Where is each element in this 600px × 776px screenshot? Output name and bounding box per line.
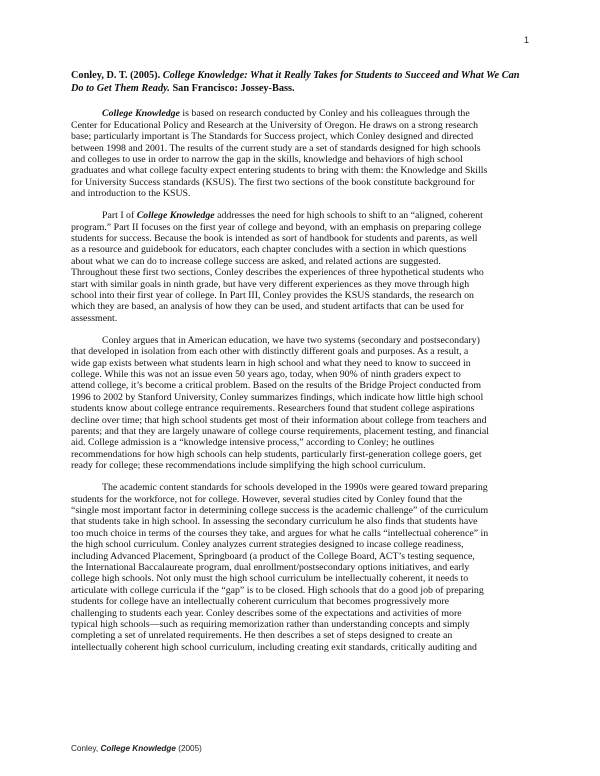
text-line xyxy=(71,585,531,596)
page-footer xyxy=(71,744,202,753)
text-run: The academic content standards for schools developed in the 1990s were geared toward preparing xyxy=(102,482,488,494)
text-line xyxy=(71,449,531,460)
text-run: base; particularly important is The Standards for Success project, which Conley designed and directed xyxy=(71,131,474,143)
text-line xyxy=(71,154,531,165)
text-run: Throughout these first two sections, Conley describes the experiences of three hypothetical students who xyxy=(71,267,484,279)
footer-title: College Knowledge xyxy=(100,744,176,753)
text-line xyxy=(71,460,531,471)
text-line xyxy=(71,131,531,142)
text-run: Conley argues that in American education, we have two systems (secondary and postsecondary) xyxy=(102,334,480,346)
text-run: students for college have an intellectually coherent curriculum that becomes progressively more xyxy=(71,596,450,608)
text-line xyxy=(71,244,531,255)
body-paragraph xyxy=(71,335,531,472)
text-run: the International Baccalaureate program, dual enrollment/postsecondary options initiatives, and early xyxy=(71,561,470,573)
text-line xyxy=(71,415,531,426)
text-line xyxy=(71,380,531,391)
text-run: addresses the need for high schools to shift to an “aligned, coherent xyxy=(214,210,483,222)
text-line xyxy=(71,233,531,244)
text-run: ready for college; these recommendations include simplifying the high school curriculum. xyxy=(71,460,426,472)
text-run: recommendations for how high schools can help students, particularly first-generation college goers, get xyxy=(71,448,482,460)
text-line xyxy=(71,290,531,301)
text-run: wide gap exists between what students learn in high school and what they need to know to succeed in xyxy=(71,357,471,369)
text-line xyxy=(71,505,531,516)
text-line xyxy=(71,551,531,562)
citation-heading xyxy=(71,69,531,95)
text-run: program.” Part II focuses on the first year of college and beyond, with an emphasis on preparing college xyxy=(71,221,482,233)
text-line xyxy=(71,608,531,619)
text-run: intellectually coherent high school curriculum, including creating exit standards, critically auditing and xyxy=(71,641,477,653)
citation-author: Conley, D. T. (2005). xyxy=(71,70,161,81)
page-number: 1 xyxy=(523,35,529,45)
text-line xyxy=(71,482,531,493)
text-run: attend college, it’s become a critical problem. Based on the results of the Bridge Project conducted from xyxy=(71,380,482,392)
text-line xyxy=(71,108,531,119)
text-line xyxy=(71,596,531,607)
text-line xyxy=(71,177,531,188)
text-line xyxy=(71,301,531,312)
text-run: about what we can do to increase college success are asked, and related actions are suggested. xyxy=(71,255,441,267)
text-run: that developed in isolation from each other with distinctly different goals and purposes. As a result, a xyxy=(71,346,469,358)
text-run: too much choice in terms of the courses they take, and argues for what he calls “intellectual coherence” in xyxy=(71,527,489,539)
text-run: Center for Educational Policy and Research at the University of Oregon. He draws on a strong research xyxy=(71,119,479,131)
text-run: graduates and what college faculty expect entering students to bring with them: the Knowledge and Skills xyxy=(71,165,488,177)
text-run: Part I of xyxy=(102,210,137,222)
text-line xyxy=(71,392,531,403)
text-run: articulate with college curricula if the “gap” is to be closed. High schools that do a good job of preparing xyxy=(71,584,484,596)
text-run: the high school curriculum. Conley analyzes current strategies designed to incase college readiness, xyxy=(71,539,464,551)
text-line xyxy=(71,426,531,437)
footer-year: (2005) xyxy=(175,744,202,753)
text-run: “single most important factor in determining college success is the academic challenge” of the curriculum xyxy=(71,504,489,516)
text-run: for University Success standards (KSUS). The first two sections of the book constitute background for xyxy=(71,176,475,188)
text-line xyxy=(71,516,531,527)
review-paragraphs xyxy=(71,108,531,653)
text-run: that students take in high school. In assessing the secondary curriculum he also finds that students have xyxy=(71,516,478,528)
text-run: 1996 to 2002 by Stanford University, Conley summarizes findings, which indicate how little high school xyxy=(71,391,484,403)
text-line xyxy=(71,210,531,221)
text-line xyxy=(71,165,531,176)
text-line xyxy=(71,188,531,199)
text-line xyxy=(71,630,531,641)
text-run: as a resource and guidebook for educators, each chapter concludes with a section in which questions xyxy=(71,244,467,256)
text-line xyxy=(71,358,531,369)
text-run: which they are based, an analysis of how they can be used, and student artifacts that can be used for xyxy=(71,301,464,313)
text-run: decline over time; that high school students get most of their information about college from teachers and xyxy=(71,414,487,426)
text-line xyxy=(71,642,531,653)
text-line xyxy=(71,256,531,267)
text-run: is based on research conducted by Conley and his colleagues through the xyxy=(179,108,470,120)
text-run: school into their first year of college. In Part III, Conley provides the KSUS standards, the research on xyxy=(71,290,474,301)
text-run: students for the workforce, not for college. However, several studies cited by Conley found that the xyxy=(71,493,463,505)
text-line xyxy=(71,573,531,584)
document-body xyxy=(71,69,531,664)
text-run: and colleges to use in order to narrow the gap in the skills, knowledge and behaviors of high school xyxy=(71,154,463,166)
text-line xyxy=(71,313,531,324)
text-line xyxy=(71,120,531,131)
text-line xyxy=(71,528,531,539)
text-run: and introduction to the KSUS. xyxy=(71,188,191,200)
text-run: aid. College admission is a “knowledge intensive process,” according to Conley; he outlines xyxy=(71,437,435,449)
book-title-emphasis: College Knowledge xyxy=(102,108,180,120)
text-line xyxy=(71,539,531,550)
text-run: between 1998 and 2001. The results of the current study are a set of standards designed for high schools xyxy=(71,142,481,154)
text-run: start with similar goals in ninth grade, but have very different experiences as they move through high xyxy=(71,278,470,290)
text-run: completing a set of unrelated requirements. He then describes a set of steps designed to create an xyxy=(71,630,453,642)
text-line xyxy=(71,222,531,233)
text-run: college. While this was not an issue even 50 years ago, today, when 90% of ninth graders expect to xyxy=(71,368,461,380)
text-line xyxy=(71,494,531,505)
text-line xyxy=(71,335,531,346)
text-line xyxy=(71,346,531,357)
text-line xyxy=(71,619,531,630)
text-run: students know about college entrance requirements. Researchers found that student college aspirations xyxy=(71,403,475,415)
text-run: college high schools. Not only must the high school curriculum be intellectually coherent, it needs to xyxy=(71,573,469,585)
citation-title: College Knowledge: What it Really Takes for Students to Succeed and What We Can Do to Get Them Ready. xyxy=(71,70,520,95)
book-title-emphasis: College Knowledge xyxy=(136,210,215,222)
text-line xyxy=(71,279,531,290)
text-line xyxy=(71,437,531,448)
text-run: typical high schools—such as requiring memorization rather than understanding concepts and simply xyxy=(71,618,470,630)
text-run: parents; and that they are largely unaware of college course requirements, placement testing, and financial xyxy=(71,425,490,437)
text-run: including Advanced Placement, Springboard (a product of the College Board, ACT’s testing sequence, xyxy=(71,550,475,562)
text-line xyxy=(71,403,531,414)
text-line xyxy=(71,143,531,154)
text-run: students for success. Because the book is intended as sort of handbook for students and parents, as well xyxy=(71,232,478,244)
text-run: assessment. xyxy=(71,312,118,324)
text-line xyxy=(71,369,531,380)
text-line xyxy=(71,267,531,278)
body-paragraph xyxy=(71,210,531,324)
text-line xyxy=(71,562,531,573)
citation-publisher: San Francisco: Jossey-Bass. xyxy=(172,83,295,95)
footer-author: Conley, xyxy=(71,744,101,753)
text-run: challenging to students each year. Conley describes some of the expectations and activities of more xyxy=(71,607,462,619)
body-paragraph xyxy=(71,108,531,199)
body-paragraph xyxy=(71,482,531,653)
